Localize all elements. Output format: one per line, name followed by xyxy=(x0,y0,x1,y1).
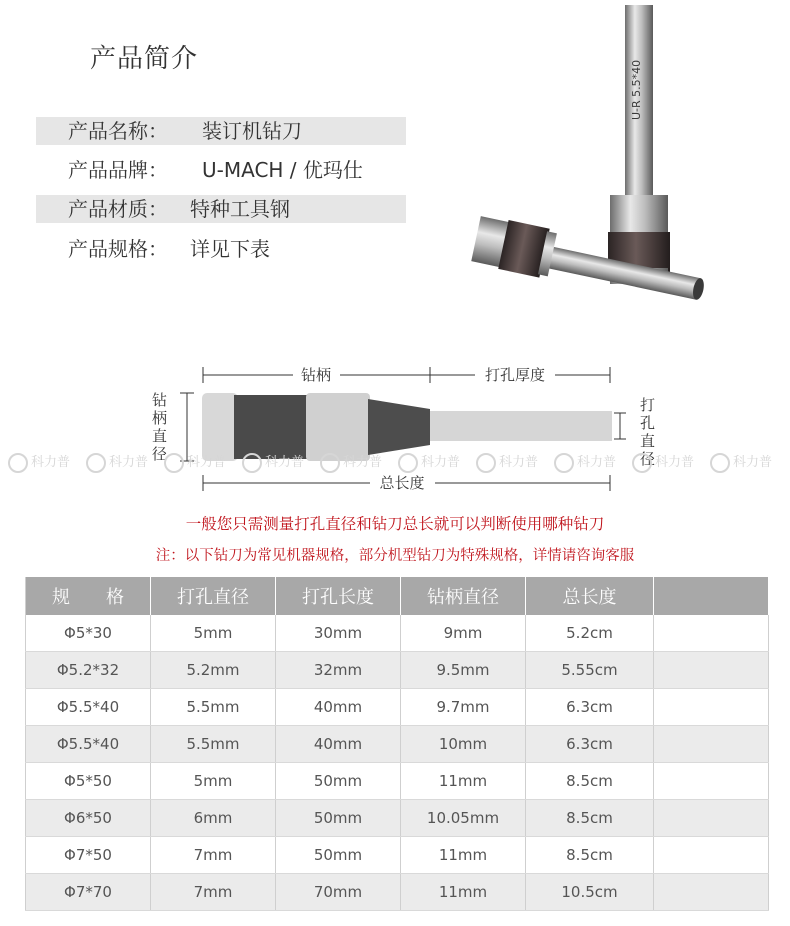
watermark-logo-icon xyxy=(8,453,28,473)
cell-shank-diameter: 9mm xyxy=(401,615,526,652)
cell-empty xyxy=(654,726,769,763)
header-spec: 规 格 xyxy=(26,577,151,615)
info-row-material xyxy=(36,195,406,223)
cell-hole-diameter: 5mm xyxy=(151,615,276,652)
watermark: 科力普 xyxy=(398,450,460,476)
cell-shank-diameter: 11mm xyxy=(401,874,526,911)
watermark: 科力普 xyxy=(710,450,772,476)
cell-punch-length: 40mm xyxy=(276,726,401,763)
watermark-logo-icon xyxy=(242,453,262,473)
info-value: U-MACH / 优玛仕 xyxy=(202,158,363,182)
cell-punch-length: 30mm xyxy=(276,615,401,652)
cell-shank-diameter: 9.7mm xyxy=(401,689,526,726)
cell-shank-diameter: 9.5mm xyxy=(401,652,526,689)
cell-hole-diameter: 7mm xyxy=(151,874,276,911)
table-row xyxy=(26,800,769,837)
cell-punch-length: 50mm xyxy=(276,837,401,874)
cell-hole-diameter: 5.2mm xyxy=(151,652,276,689)
table-row xyxy=(26,615,769,652)
info-value: 详见下表 xyxy=(190,237,270,261)
cell-empty xyxy=(654,837,769,874)
info-label: 产品材质： xyxy=(68,197,168,221)
punch-depth-label: 打孔厚度 xyxy=(484,366,546,384)
cell-shank-diameter: 11mm xyxy=(401,837,526,874)
watermark-row xyxy=(0,450,790,476)
cell-empty xyxy=(654,615,769,652)
cell-shank-diameter: 10mm xyxy=(401,726,526,763)
cell-spec: Φ5*30 xyxy=(26,615,151,652)
cell-spec: Φ5*50 xyxy=(26,763,151,800)
table-row xyxy=(26,652,769,689)
cell-empty xyxy=(654,874,769,911)
info-row-brand xyxy=(36,156,406,184)
cell-spec: Φ5.5*40 xyxy=(26,726,151,763)
cell-empty xyxy=(654,689,769,726)
cell-empty xyxy=(654,763,769,800)
cell-punch-length: 40mm xyxy=(276,689,401,726)
info-value: 装订机钻刀 xyxy=(202,119,302,143)
watermark-logo-icon xyxy=(398,453,418,473)
cell-total-length: 10.5cm xyxy=(526,874,654,911)
shank-diameter-char: 钻 xyxy=(152,391,168,409)
cell-empty xyxy=(654,800,769,837)
shank-taper xyxy=(368,399,430,455)
cell-hole-diameter: 5mm xyxy=(151,763,276,800)
watermark-logo-icon xyxy=(632,453,652,473)
cell-hole-diameter: 7mm xyxy=(151,837,276,874)
info-value: 特种工具钢 xyxy=(190,197,290,221)
info-label: 产品名称： xyxy=(68,119,168,143)
cell-total-length: 8.5cm xyxy=(526,763,654,800)
cell-total-length: 6.3cm xyxy=(526,726,654,763)
cell-punch-length: 32mm xyxy=(276,652,401,689)
info-row-name xyxy=(36,117,406,145)
cell-spec: Φ7*50 xyxy=(26,837,151,874)
watermark: 科力普 xyxy=(242,450,304,476)
watermark: 科力普 xyxy=(632,450,694,476)
header-shank-diameter: 钻柄直径 xyxy=(401,577,526,615)
total-length-label: 总长度 xyxy=(379,474,425,492)
drill-tube xyxy=(430,411,612,441)
engraving-text: U-R 5.5*40 xyxy=(630,59,643,120)
watermark-logo-icon xyxy=(476,453,496,473)
table-row xyxy=(26,874,769,911)
spec-table xyxy=(25,577,769,911)
table-header-row xyxy=(26,577,769,615)
hole-diameter-char: 直 xyxy=(640,432,656,450)
cell-spec: Φ5.5*40 xyxy=(26,689,151,726)
info-label: 产品品牌： xyxy=(68,158,168,182)
cell-total-length: 6.3cm xyxy=(526,689,654,726)
info-row-spec xyxy=(36,235,406,263)
cell-spec: Φ7*70 xyxy=(26,874,151,911)
primary-note: 一般您只需测量打孔直径和钻刀总长就可以判断使用哪种钻刀 xyxy=(185,515,605,533)
watermark: 科力普 xyxy=(164,450,226,476)
shank-label: 钻柄 xyxy=(300,366,332,384)
watermark: 科力普 xyxy=(320,450,382,476)
intro-title: 产品简介 xyxy=(90,44,199,74)
watermark-logo-icon xyxy=(320,453,340,473)
watermark: 科力普 xyxy=(8,450,70,476)
hole-diameter-char: 孔 xyxy=(640,414,656,432)
cell-total-length: 8.5cm xyxy=(526,800,654,837)
secondary-note: 注：以下钻刀为常见机器规格，部分机型钻刀为特殊规格，详情请咨询客服 xyxy=(155,548,635,564)
table-row xyxy=(26,837,769,874)
cell-total-length: 5.55cm xyxy=(526,652,654,689)
cell-punch-length: 70mm xyxy=(276,874,401,911)
watermark: 科力普 xyxy=(476,450,538,476)
watermark-logo-icon xyxy=(710,453,730,473)
table-row xyxy=(26,726,769,763)
watermark: 科力普 xyxy=(554,450,616,476)
cell-total-length: 8.5cm xyxy=(526,837,654,874)
cell-total-length: 5.2cm xyxy=(526,615,654,652)
hole-diameter-char: 打 xyxy=(640,396,656,414)
info-label: 产品规格： xyxy=(68,237,168,261)
shank-diameter-char: 径 xyxy=(152,445,168,463)
shank-diameter-char: 直 xyxy=(152,427,168,445)
watermark: 科力普 xyxy=(86,450,148,476)
header-empty xyxy=(654,577,769,615)
hole-diameter-char: 径 xyxy=(640,450,656,468)
product-photo xyxy=(450,0,730,330)
cell-hole-diameter: 5.5mm xyxy=(151,726,276,763)
shank-diameter-char: 柄 xyxy=(152,409,168,427)
header-total-length: 总长度 xyxy=(526,577,654,615)
cell-empty xyxy=(654,652,769,689)
header-hole-diameter: 打孔直径 xyxy=(151,577,276,615)
header-punch-length: 打孔长度 xyxy=(276,577,401,615)
cell-punch-length: 50mm xyxy=(276,763,401,800)
watermark-logo-icon xyxy=(554,453,574,473)
cell-hole-diameter: 6mm xyxy=(151,800,276,837)
watermark-logo-icon xyxy=(86,453,106,473)
drill-diagram xyxy=(130,355,670,500)
cell-punch-length: 50mm xyxy=(276,800,401,837)
cell-hole-diameter: 5.5mm xyxy=(151,689,276,726)
cell-spec: Φ5.2*32 xyxy=(26,652,151,689)
table-row xyxy=(26,763,769,800)
table-row xyxy=(26,689,769,726)
cell-shank-diameter: 10.05mm xyxy=(401,800,526,837)
cell-spec: Φ6*50 xyxy=(26,800,151,837)
watermark-logo-icon xyxy=(164,453,184,473)
cell-shank-diameter: 11mm xyxy=(401,763,526,800)
